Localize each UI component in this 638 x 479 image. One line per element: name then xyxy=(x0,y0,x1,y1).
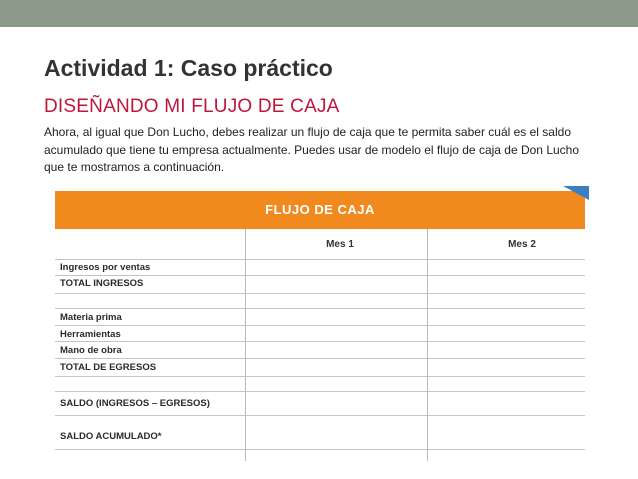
cash-flow-table xyxy=(55,191,585,461)
row-mano-de-obra: Mano de obra xyxy=(60,345,122,356)
row-divider xyxy=(55,308,585,309)
top-bar xyxy=(0,0,638,27)
table-title: FLUJO DE CAJA xyxy=(265,202,375,217)
row-saldo: SALDO (INGRESOS – EGRESOS) xyxy=(60,398,210,409)
row-ingresos-por-ventas: Ingresos por ventas xyxy=(60,262,151,273)
row-herramientas: Herramientas xyxy=(60,329,121,340)
row-divider xyxy=(55,376,585,377)
row-divider xyxy=(55,449,585,450)
row-divider xyxy=(55,341,585,342)
row-total-de-egresos: TOTAL DE EGRESOS xyxy=(60,362,157,373)
row-divider xyxy=(55,358,585,359)
column-header-mes-2: Mes 2 xyxy=(508,239,536,250)
row-divider xyxy=(55,259,585,260)
row-divider xyxy=(55,275,585,276)
slide-subtitle: DISEÑANDO MI FLUJO DE CAJA xyxy=(44,96,340,117)
row-materia-prima: Materia prima xyxy=(60,312,122,323)
column-divider xyxy=(427,229,428,461)
row-divider xyxy=(55,391,585,392)
row-total-ingresos: TOTAL INGRESOS xyxy=(60,278,144,289)
row-saldo-acumulado: SALDO ACUMULADO* xyxy=(60,431,162,442)
column-header-mes-1: Mes 1 xyxy=(326,239,354,250)
row-divider xyxy=(55,293,585,294)
slide-title: Actividad 1: Caso práctico xyxy=(44,55,333,81)
body-text: Ahora, al igual que Don Lucho, debes realizar un flujo de caja que te permita saber cuál es el saldo acumulado que tiene tu empresa actualmente. Puedes usar de modelo el flujo de caja de Don Lucho que te mostramos a continuación. xyxy=(44,125,580,174)
column-divider xyxy=(245,229,246,461)
row-divider xyxy=(55,325,585,326)
row-divider xyxy=(55,415,585,416)
